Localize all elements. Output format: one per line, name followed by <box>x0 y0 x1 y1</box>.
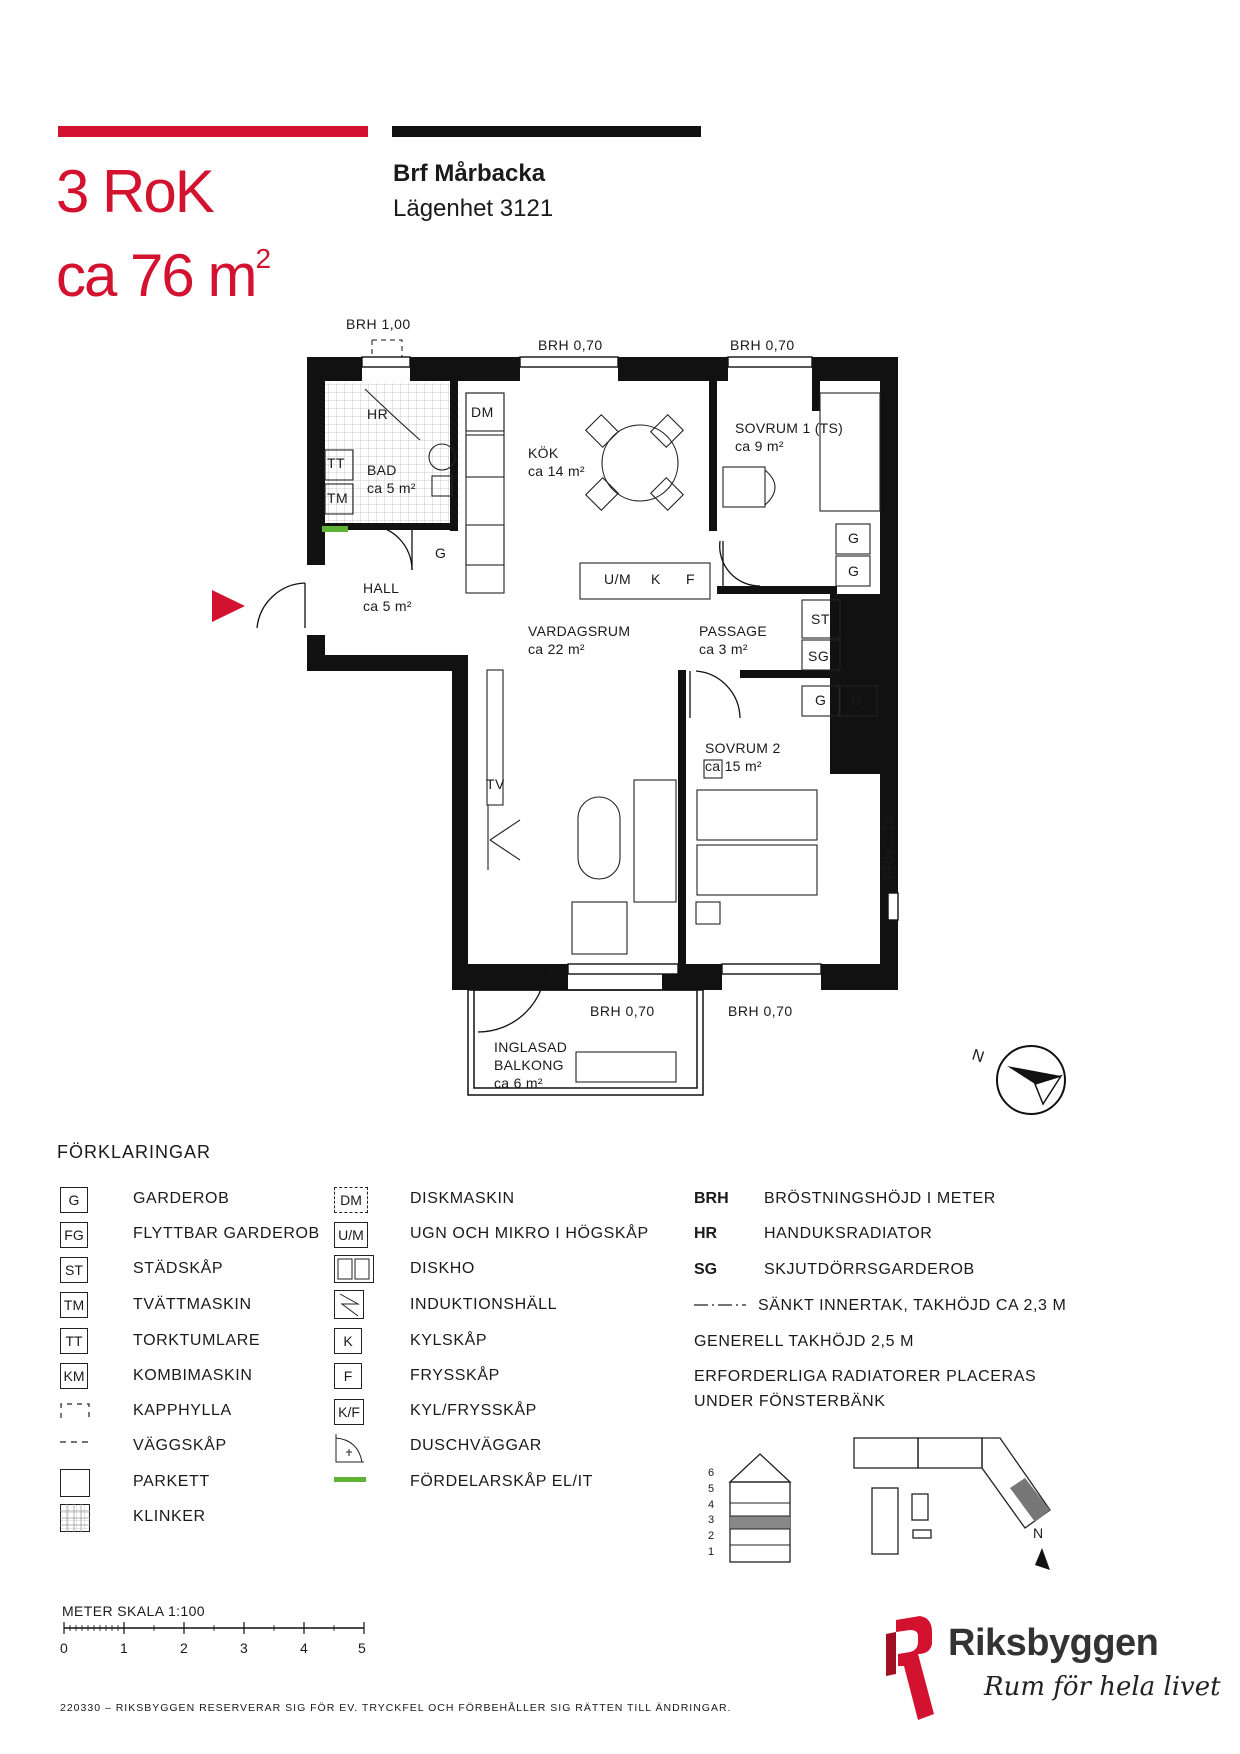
floor-label-3: 3 <box>708 1514 715 1526</box>
plan-k: K <box>651 571 661 587</box>
legend-text-kombimaskin: KOMBIMASKIN <box>133 1367 253 1384</box>
legend-note-takhojd: GENERELL TAKHÖJD 2,5 M <box>694 1333 915 1350</box>
scale-tick-4: 4 <box>300 1640 309 1656</box>
plan-g-sovrum1-bottom: G <box>848 563 860 579</box>
scale-bar <box>60 1622 370 1634</box>
room-sovrum1 <box>735 419 843 455</box>
apartment-area-unit-sup: 2 <box>255 243 270 274</box>
room-hall-name: HALL <box>363 580 400 596</box>
legend-text-fordelarskap: FÖRDELARSKÅP EL/IT <box>410 1473 594 1490</box>
room-sovrum2-name: SOVRUM 2 <box>705 740 781 756</box>
room-sovrum2 <box>705 739 781 775</box>
scale-tick-3: 3 <box>240 1640 249 1656</box>
floor-label-4: 4 <box>708 1499 715 1511</box>
legend-text-kapphylla: KAPPHYLLA <box>133 1402 232 1419</box>
room-balkong-area: ca 6 m² <box>494 1075 543 1091</box>
fordelarskap-icon <box>334 1477 366 1482</box>
riksbyggen-logo-icon <box>882 1614 942 1726</box>
room-vardagsrum-area: ca 22 m² <box>528 641 585 657</box>
room-hall <box>363 579 412 615</box>
scale-tick-1: 1 <box>120 1640 129 1656</box>
legend-text-sg: SKJUTDÖRRSGARDEROB <box>764 1261 975 1278</box>
legend-sym-st: ST <box>60 1257 88 1283</box>
legend-text-torktumlare: TORKTUMLARE <box>133 1332 261 1349</box>
brand-tagline: Rum för hela livet <box>984 1672 1221 1702</box>
legend-note-sankt: SÄNKT INNERTAK, TAKHÖJD CA 2,3 M <box>758 1297 1067 1314</box>
floor-label-1: 1 <box>708 1546 715 1558</box>
floor-label-5: 5 <box>708 1483 715 1495</box>
legend-text-flyttbar: FLYTTBAR GARDEROB <box>133 1225 320 1242</box>
room-bad <box>367 461 416 497</box>
room-bad-area: ca 5 m² <box>367 480 416 496</box>
legend-text-stadskap: STÄDSKÅP <box>133 1260 224 1277</box>
legend-sym-k: K <box>334 1328 362 1354</box>
room-hall-area: ca 5 m² <box>363 598 412 614</box>
plan-sg: SG <box>808 648 830 664</box>
legend-text-klinker: KLINKER <box>133 1508 206 1525</box>
brh-bedroom1-window: BRH 0,70 <box>730 337 795 353</box>
room-sovrum1-name: SOVRUM 1 (TS) <box>735 420 844 436</box>
room-vardagsrum-name: VARDAGSRUM <box>528 623 631 639</box>
room-vardagsrum <box>528 622 630 658</box>
legend-sym-tt: TT <box>60 1328 88 1354</box>
legend-sym-dm: DM <box>334 1187 368 1213</box>
parkett-icon <box>60 1469 90 1497</box>
scale-tick-5: 5 <box>358 1640 367 1656</box>
legend-text-ugn: UGN OCH MIKRO I HÖGSKÅP <box>410 1225 649 1242</box>
room-sovrum2-area: ca 15 m² <box>705 758 762 774</box>
brand-name: Riksbyggen <box>948 1622 1159 1664</box>
scale-tick-0: 0 <box>60 1640 69 1656</box>
induktion-icon <box>334 1290 366 1320</box>
legend-note-radiator1: ERFORDERLIGA RADIATORER PLACERAS <box>694 1368 1037 1385</box>
plan-st: ST <box>811 611 830 627</box>
plan-tv: TV <box>486 776 505 792</box>
legend-text-garderob: GARDEROB <box>133 1190 230 1207</box>
room-balkong-name2: BALKONG <box>494 1057 564 1073</box>
room-passage <box>699 622 767 658</box>
apartment-area-value: ca 76 m <box>56 242 256 309</box>
legend-text-vaggskap: VÄGGSKÅP <box>133 1437 227 1454</box>
legend-text-diskho: DISKHO <box>410 1260 475 1277</box>
legend-text-kylfrys: KYL/FRYSSKÅP <box>410 1402 537 1419</box>
plan-um: U/M <box>604 571 632 587</box>
site-plan <box>850 1430 1080 1570</box>
brh-living-window: BRH 0,70 <box>590 1003 655 1019</box>
legend-sym-tm: TM <box>60 1292 88 1318</box>
footer-disclaimer: 220330 – RIKSBYGGEN RESERVERAR SIG FÖR EV. TRYCKFEL OCH FÖRBEHÅLLER SIG RÄTTEN TILL ÄNDRINGAR. <box>60 1702 732 1714</box>
plan-tt: TT <box>327 455 346 471</box>
room-balkong <box>494 1038 567 1092</box>
legend-abbr-brh: BRH <box>694 1190 729 1207</box>
sankt-innertak-icon <box>694 1302 746 1308</box>
legend-text-kylskap: KYLSKÅP <box>410 1332 488 1349</box>
plan-f: F <box>686 571 696 587</box>
legend-sym-um: U/M <box>334 1222 368 1248</box>
plan-dm: DM <box>471 404 494 420</box>
kapphylla-icon <box>60 1400 90 1420</box>
vaggskap-icon <box>60 1437 90 1447</box>
room-kok-area: ca 14 m² <box>528 463 585 479</box>
legend-text-hr: HANDUKSRADIATOR <box>764 1225 933 1242</box>
scale-label: METER SKALA 1:100 <box>62 1603 205 1619</box>
legend-text-brh: BRÖSTNINGSHÖJD I METER <box>764 1190 996 1207</box>
brh-bathroom-window: BRH 1,00 <box>346 316 411 332</box>
compass-letter: N <box>969 1046 987 1067</box>
plan-tm: TM <box>327 490 349 506</box>
klinker-icon <box>60 1504 90 1532</box>
floor-label-2: 2 <box>708 1530 715 1542</box>
diskho-icon <box>334 1255 374 1285</box>
brh-kitchen-window: BRH 0,70 <box>538 337 603 353</box>
project-name: Brf Mårbacka <box>393 160 546 187</box>
legend-abbr-sg: SG <box>694 1261 718 1278</box>
site-compass-letter: N <box>1033 1525 1044 1541</box>
plan-hr: HR <box>367 406 389 422</box>
legend-note-radiator2: UNDER FÖNSTERBÄNK <box>694 1393 886 1410</box>
apartment-number: Lägenhet 3121 <box>393 195 554 222</box>
room-kok <box>528 444 585 480</box>
room-passage-name: PASSAGE <box>699 623 767 639</box>
legend-title: FÖRKLARINGAR <box>57 1142 212 1162</box>
plan-g-sovrum2-left: G <box>815 692 827 708</box>
legend-sym-km: KM <box>60 1363 88 1389</box>
floor-stack-diagram <box>700 1450 820 1570</box>
floor-label-6: 6 <box>708 1467 715 1479</box>
plan-g-sovrum1-top: G <box>848 530 860 546</box>
legend-text-duschvaggar: DUSCHVÄGGAR <box>410 1437 542 1454</box>
scale-tick-2: 2 <box>180 1640 189 1656</box>
legend-sym-kf: K/F <box>334 1399 364 1425</box>
legend-sym-fg: FG <box>60 1222 88 1248</box>
legend-text-parkett: PARKETT <box>133 1473 210 1490</box>
room-bad-name: BAD <box>367 462 397 478</box>
apartment-type: 3 RoK <box>56 158 213 225</box>
legend-text-frysskap: FRYSSKÅP <box>410 1367 500 1384</box>
room-passage-area: ca 3 m² <box>699 641 748 657</box>
room-kok-name: KÖK <box>528 445 559 461</box>
legend-abbr-hr: HR <box>694 1225 718 1242</box>
room-sovrum1-area: ca 9 m² <box>735 438 784 454</box>
legend-sym-f: F <box>334 1363 362 1389</box>
room-balkong-name1: INGLASAD <box>494 1039 568 1055</box>
plan-g-sovrum2-right: G <box>851 692 863 708</box>
plan-g-hall: G <box>435 545 447 561</box>
legend-text-diskmaskin: DISKMASKIN <box>410 1190 515 1207</box>
legend-text-tvattmaskin: TVÄTTMASKIN <box>133 1296 252 1313</box>
legend-sym-g: G <box>60 1187 88 1213</box>
brh-bedroom2-side-window: BRH 0,70 <box>880 815 896 880</box>
brh-bedroom2-window: BRH 0,70 <box>728 1003 793 1019</box>
legend-text-induktion: INDUKTIONSHÄLL <box>410 1296 558 1313</box>
duschvagg-icon <box>334 1432 366 1464</box>
